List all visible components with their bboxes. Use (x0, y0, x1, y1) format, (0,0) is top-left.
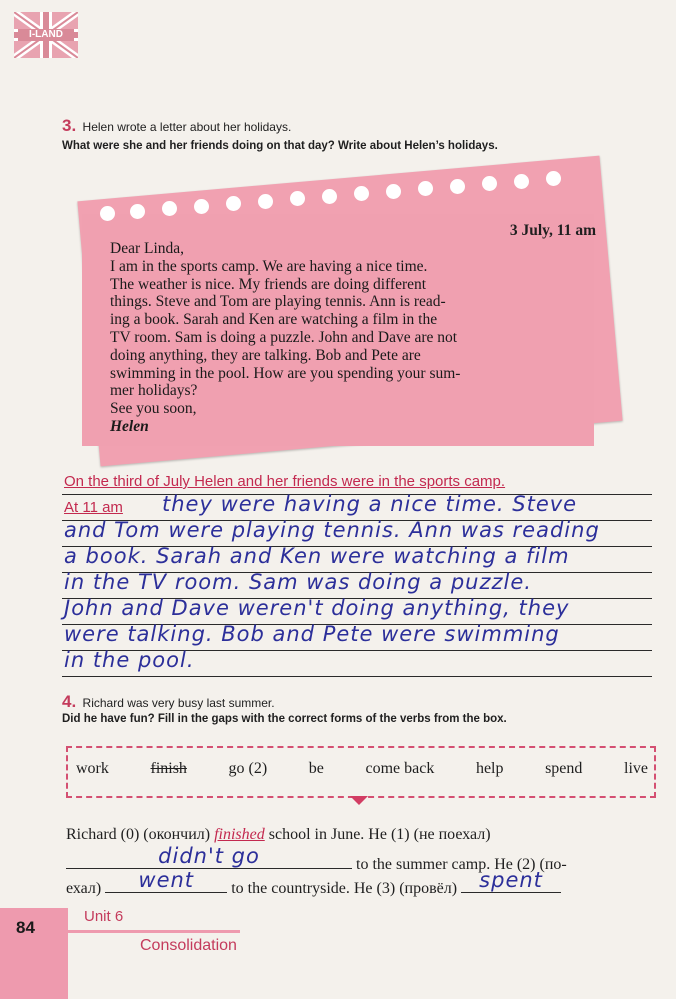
exercise-4-heading (62, 692, 275, 712)
exercise-3-instruction: What were she and her friends doing on that day? Write about Helen’s holidays. (62, 140, 498, 152)
example-answer: finished (214, 826, 265, 843)
section-title: Consolidation (140, 937, 237, 954)
verb-list (76, 760, 648, 778)
verb-word: work (76, 760, 109, 777)
sentence-text: Richard (0) (окончил) (66, 826, 215, 843)
exercise-heading-text: Richard was very busy last summer. (82, 696, 275, 710)
verb-word-crossed: finish (150, 760, 187, 777)
page-number: 84 (16, 918, 35, 937)
handwritten-answer: went (138, 868, 195, 892)
handwritten-answer: they were having a nice time. Steve (162, 492, 578, 516)
letter-line: mer holidays? (110, 382, 198, 400)
gap-2 (105, 868, 227, 893)
exercise-3-heading (62, 116, 291, 136)
exercise-number: 3. (62, 116, 77, 135)
handwritten-answer: didn't go (158, 844, 260, 868)
letter-binder-holes (100, 162, 600, 222)
verb-word: be (308, 760, 324, 777)
letter-text (110, 240, 598, 436)
letter-line: ing a book. Sarah and Ken are watching a film in the (110, 311, 438, 329)
letter-line: See you soon, (110, 400, 197, 418)
verb-word: come back (365, 760, 435, 777)
handwritten-answer: a book. Sarah and Ken were watching a film (64, 544, 570, 568)
letter-line: TV room. Sam is doing a puzzle. John and Dave are not (110, 328, 458, 346)
answer-prompt-2: At 11 am (64, 499, 123, 516)
letter-signature: Helen (110, 417, 149, 435)
exercise-4-instruction: Did he have fun? Fill in the gaps with the correct forms of the verbs from the box. (62, 713, 507, 725)
handwritten-answer: in the pool. (64, 648, 195, 672)
unit-title: Unit 6 (84, 908, 124, 925)
letter-line: The weather is nice. My friends are doing different (110, 275, 427, 293)
sentence-text: to the summer camp. He (2) (по- (352, 856, 567, 873)
handwritten-answer: John and Dave weren't doing anything, they (64, 596, 570, 620)
sentence-text: school in June. He (1) (не поехал) (264, 826, 491, 843)
verb-word: spend (545, 760, 583, 777)
logo-label: I-LAND (18, 29, 74, 41)
handwritten-answer: and Tom were playing tennis. Ann was reading (64, 518, 600, 542)
verb-word: go (2) (228, 760, 268, 777)
unit-divider (68, 930, 240, 933)
answer-prompt-1: On the third of July Helen and her friends were in the sports camp. (64, 473, 506, 490)
verb-word: live (624, 760, 648, 777)
handwritten-answer: were talking. Bob and Pete were swimming (64, 622, 560, 646)
letter-line: Dear Linda, (110, 240, 185, 257)
letter-line: I am in the sports camp. We are having a nice time. (110, 257, 428, 275)
exercise-heading-text: Helen wrote a letter about her holidays. (82, 120, 292, 134)
exercise-4-line-1 (66, 826, 656, 844)
exercise-number: 4. (62, 692, 77, 711)
box-pointer-icon (350, 796, 368, 805)
gap-1 (66, 844, 352, 869)
letter-date: 3 July, 11 am (509, 222, 596, 239)
letter-line: things. Steve and Tom are playing tennis. Ann is read- (110, 293, 446, 311)
letter-line: doing anything, they are talking. Bob and Pete are (110, 346, 421, 364)
handwritten-answer: in the TV room. Sam was doing a puzzle. (64, 570, 532, 594)
exercise-4-line-3 (66, 868, 656, 898)
verb-word: help (475, 760, 504, 777)
letter-line: swimming in the pool. How are you spending your sum- (110, 364, 461, 382)
sentence-text: ехал) (66, 880, 106, 897)
sentence-text: to the countryside. He (3) (провёл) (227, 880, 462, 897)
gap-3 (461, 868, 561, 893)
handwritten-answer: spent (479, 868, 543, 892)
